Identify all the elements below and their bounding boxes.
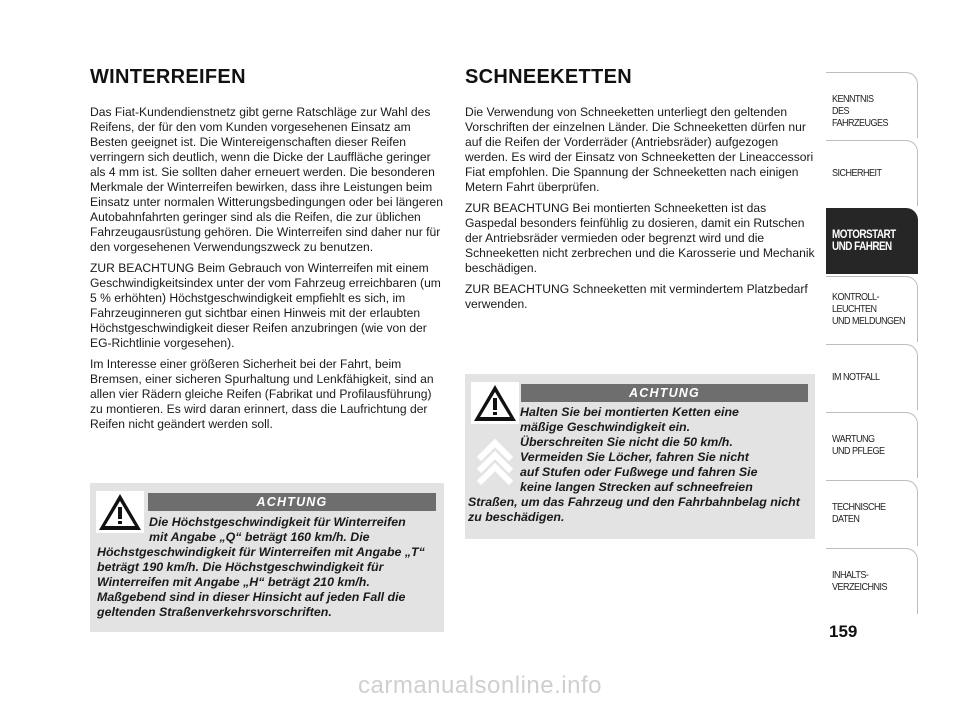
tab-wartung[interactable] <box>826 412 918 478</box>
tab-label: IM NOTFALL <box>832 371 880 383</box>
paragraph: Im Interesse einer größeren Sicherheit bei der Fahrt, beim Bremsen, einer sicheren Spurhaltung und Lenkfähigkeit, sind an allen vier Rädern gleiche Reifen (Fabrikat und Profilausführung) zu montieren. Es wird daran erinnert, dass die Laufrichtung der Reifen nicht geändert werden soll. <box>90 357 434 431</box>
warning-title: ACHTUNG <box>521 384 808 402</box>
heading-schneeketten: SCHNEEKETTEN <box>465 66 632 88</box>
warning-title: ACHTUNG <box>148 493 436 511</box>
tab-kenntnis[interactable] <box>826 72 918 138</box>
tab-motorstart[interactable] <box>826 208 918 274</box>
tab-label: MOTORSTART UND FAHREN <box>832 229 896 253</box>
warning-line: Straßen, um das Fahrzeug und den Fahrbahnbelag nicht zu beschädigen. <box>468 495 800 524</box>
warning-line: Höchstgeschwindigkeit für Winterreifen mit Angabe „T“ beträgt 190 km/h. Die Höchstgeschwindigkeit für Winterreifen mit Angabe „H“ beträgt 210 km/h. Maßgebend sind in dieser Hinsicht auf jeden Fall die geltenden Straßenverkehrsvorschriften. <box>97 545 425 619</box>
warning-line: mit Angabe „Q“ beträgt 160 km/h. Die <box>149 530 370 544</box>
tab-label: KENNTNIS DES FAHRZEUGES <box>832 93 889 129</box>
paragraph: ZUR BEACHTUNG Bei montierten Schneeketten ist das Gaspedal besonders feinfühlig zu dosieren, damit ein Rutschen der Antriebsräder vermieden oder begrenzt wird und die Schneeketten nicht zerbrechen und die Karosserie und Mechanik beschädigen. <box>465 201 815 275</box>
tab-technische-daten[interactable] <box>826 480 918 546</box>
warning-box-winterreifen <box>90 483 444 632</box>
paragraph: ZUR BEACHTUNG Beim Gebrauch von Winterreifen mit einem Geschwindigkeitsindex unter der vom Fahrzeug erreichbaren (um 5 % erhöhten) Höchstgeschwindigkeit empfiehlt es sich, im Fahrzeuginneren gut sichtbar einen Hinweis mit der erlaubten Höchstgeschwindigkeit dieser Reifen anzubringen (wie von der EG-Richtlinie vorgesehen). <box>90 261 441 350</box>
warning-line: Überschreiten Sie nicht die 50 km/h. <box>520 435 733 449</box>
tab-label: TECHNISCHE DATEN <box>832 501 886 525</box>
warning-text <box>468 405 813 525</box>
tab-label: INHALTS- VERZEICHNIS <box>832 569 888 593</box>
watermark: carmanualsonline.info <box>358 672 602 699</box>
warning-line: Halten Sie bei montierten Ketten eine <box>520 405 739 419</box>
schneeketten-body <box>465 105 815 318</box>
tab-label: KONTROLL- LEUCHTEN UND MELDUNGEN <box>832 291 906 327</box>
page-number: 159 <box>829 622 858 641</box>
tab-im-notfall[interactable] <box>826 344 918 410</box>
paragraph: Die Verwendung von Schneeketten unterliegt den geltenden Vorschriften der einzelnen Länder. Die Schneeketten dürfen nur auf die Reifen der Vorderräder (Antriebsräder) aufgezogen werden. Es wird der Einsatz von Schneeketten der Lineaccessori Fiat empfohlen. Die Spannung der Schneeketten nach einigen Metern Fahrt überprüfen. <box>465 105 814 194</box>
warning-line: Vermeiden Sie Löcher, fahren Sie nicht <box>520 450 749 464</box>
tab-label: SICHERHEIT <box>832 167 882 179</box>
paragraph: ZUR BEACHTUNG Schneeketten mit vermindertem Platzbedarf verwenden. <box>465 282 808 311</box>
tab-sicherheit[interactable] <box>826 140 918 206</box>
tab-label: WARTUNG UND PFLEGE <box>832 433 885 457</box>
paragraph: Das Fiat-Kundendienstnetz gibt gerne Ratschläge zur Wahl des Reifens, der für den vom Kunden vorgesehenen Einsatz am Besten geeignet ist. Die Wintereigenschaften dieser Reifen verringern sich deutlich, wenn die Dicke der Lauffläche geringer als 4 mm ist. Sie sollten daher erneuert werden. Die besonderen Merkmale der Winterreifen bewirken, dass ihre Leistungen beim Einsatz unter normalen Witterungsbedingungen oder bei längeren Autobahnfahrten geringer sind als die Reifen, die zur üblichen Fahrzeugausrüstung gehören. Die Winterreifen sind daher nur für den vorgesehenen Verwendungszweck zu benutzen. <box>90 105 443 254</box>
warning-box-schneeketten <box>465 374 815 539</box>
warning-text <box>97 515 441 620</box>
tab-kontrollleuchten[interactable] <box>826 276 918 342</box>
warning-line: keine langen Strecken auf schneefreien <box>520 480 753 494</box>
winterreifen-body <box>90 105 444 438</box>
warning-line: Die Höchstgeschwindigkeit für Winterreifen <box>149 515 406 529</box>
tab-inhaltsverzeichnis[interactable] <box>826 548 918 614</box>
warning-line: auf Stufen oder Fußwege und fahren Sie <box>520 465 758 479</box>
heading-winterreifen: WINTERREIFEN <box>90 66 246 88</box>
warning-line: mäßige Geschwindigkeit ein. <box>520 420 691 434</box>
